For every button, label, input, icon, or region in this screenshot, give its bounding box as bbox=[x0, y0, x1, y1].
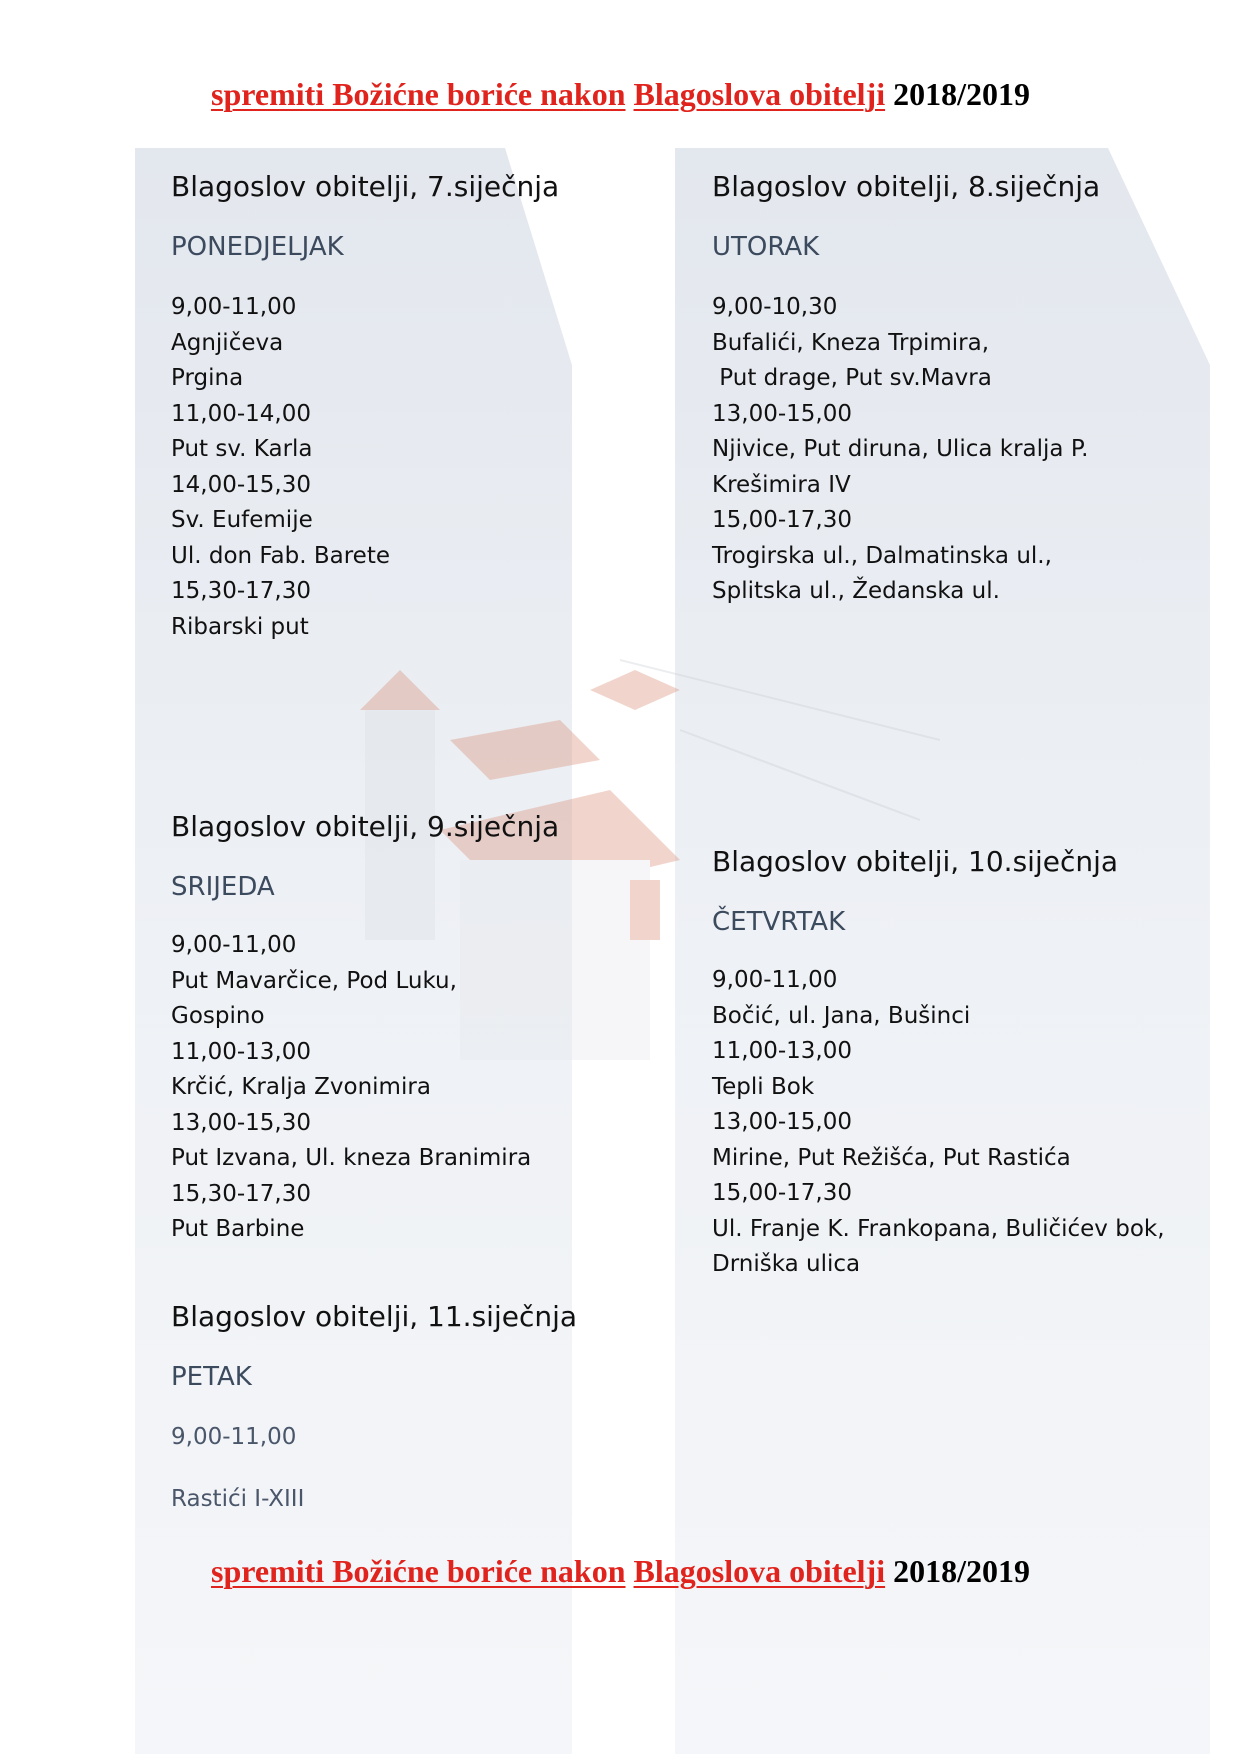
schedule-lines bbox=[712, 963, 1165, 1283]
schedule-line: Prgina bbox=[171, 365, 244, 391]
schedule-line: 9,00-11,00 bbox=[171, 294, 297, 320]
day-heading: Blagoslov obitelji, 8.siječnja bbox=[712, 170, 1101, 203]
schedule-line: 11,00-13,00 bbox=[171, 1038, 311, 1065]
day-block-thursday bbox=[712, 845, 1165, 1283]
schedule-line: 9,00-11,00 bbox=[171, 932, 297, 958]
schedule-line: Rastići I-XIII bbox=[171, 1485, 305, 1512]
weekday-label: UTORAK bbox=[712, 232, 820, 262]
weekday-label: ČETVRTAK bbox=[712, 907, 846, 937]
schedule-line: Put Barbine bbox=[171, 1216, 305, 1242]
schedule-line: Bufalići, Kneza Trpimira, bbox=[712, 329, 990, 356]
schedule-line: 9,00-10,30 bbox=[712, 294, 838, 320]
schedule-line: Put Mavarčice, Pod Luku, bbox=[171, 967, 457, 994]
title-part-3: 2018/2019 bbox=[893, 1553, 1030, 1589]
schedule-line: 11,00-13,00 bbox=[712, 1038, 852, 1064]
day-block-wednesday bbox=[171, 810, 559, 1248]
schedule-line: Agnjičeva bbox=[171, 329, 284, 356]
left-column bbox=[171, 0, 591, 1754]
day-heading: Blagoslov obitelji, 9.siječnja bbox=[171, 810, 560, 843]
schedule-lines bbox=[171, 290, 559, 645]
schedule-line: Tepli Bok bbox=[712, 1073, 815, 1100]
schedule-line: 9,00-11,00 bbox=[712, 967, 838, 993]
schedule-lines bbox=[712, 290, 1100, 610]
day-heading: Blagoslov obitelji, 7.siječnja bbox=[171, 170, 560, 203]
weekday-label: PETAK bbox=[171, 1362, 252, 1392]
schedule-line: Ribarski put bbox=[171, 613, 309, 640]
right-column bbox=[712, 0, 1212, 1754]
schedule-line: 15,30-17,30 bbox=[171, 1180, 311, 1207]
schedule-line: 9,00-11,00 bbox=[171, 1424, 297, 1450]
title-part-3: 2018/2019 bbox=[893, 76, 1030, 112]
title-part-1: spremiti Božićne boriće nakon bbox=[211, 1553, 626, 1589]
schedule-line: 15,30-17,30 bbox=[171, 578, 311, 604]
title-part-1: spremiti Božićne boriće nakon bbox=[211, 76, 626, 112]
day-block-tuesday bbox=[712, 170, 1100, 610]
schedule-line: Mirine, Put Režišća, Put Rastića bbox=[712, 1144, 1071, 1171]
schedule-lines bbox=[171, 928, 559, 1248]
schedule-line: 15,00-17,30 bbox=[712, 507, 852, 533]
schedule-line: Put drage, Put sv.Mavra bbox=[712, 365, 992, 391]
schedule-line: Njivice, Put diruna, Ulica kralja P. bbox=[712, 436, 1089, 462]
weekday-label: SRIJEDA bbox=[171, 872, 275, 902]
schedule-line: 15,00-17,30 bbox=[712, 1180, 852, 1206]
day-block-friday bbox=[171, 1300, 577, 1517]
schedule-line: Put Izvana, Ul. kneza Branimira bbox=[171, 1145, 532, 1171]
page-footer-title bbox=[0, 1553, 1241, 1590]
schedule-line: Bočić, ul. Jana, Bušinci bbox=[712, 1002, 971, 1029]
schedule-line: Ul. don Fab. Barete bbox=[171, 542, 390, 569]
title-part-2: Blagoslova obitelji bbox=[633, 1553, 886, 1589]
schedule-line: Ul. Franje K. Frankopana, Buličićev bok, bbox=[712, 1215, 1165, 1242]
schedule-line: 13,00-15,30 bbox=[171, 1109, 311, 1136]
schedule-line: Sv. Eufemije bbox=[171, 507, 313, 533]
title-part-2: Blagoslova obitelji bbox=[633, 76, 886, 112]
day-block-monday bbox=[171, 170, 559, 645]
schedule-line: 11,00-14,00 bbox=[171, 400, 311, 427]
schedule-line: Krešimira IV bbox=[712, 471, 851, 498]
schedule-line: Krčić, Kralja Zvonimira bbox=[171, 1074, 431, 1100]
schedule-line: 14,00-15,30 bbox=[171, 471, 311, 498]
day-heading: Blagoslov obitelji, 11.siječnja bbox=[171, 1300, 578, 1333]
schedule-line: Splitska ul., Žedanska ul. bbox=[712, 578, 1000, 604]
weekday-label: PONEDJELJAK bbox=[171, 232, 344, 262]
schedule-line: Trogirska ul., Dalmatinska ul., bbox=[712, 542, 1052, 569]
schedule-line: Drniška ulica bbox=[712, 1251, 861, 1277]
schedule-line: Gospino bbox=[171, 1003, 265, 1029]
schedule-line: 13,00-15,00 bbox=[712, 400, 852, 427]
schedule-line: 13,00-15,00 bbox=[712, 1109, 852, 1135]
schedule-line: Put sv. Karla bbox=[171, 436, 313, 462]
day-heading: Blagoslov obitelji, 10.siječnja bbox=[712, 845, 1119, 878]
schedule-lines bbox=[171, 1420, 577, 1517]
